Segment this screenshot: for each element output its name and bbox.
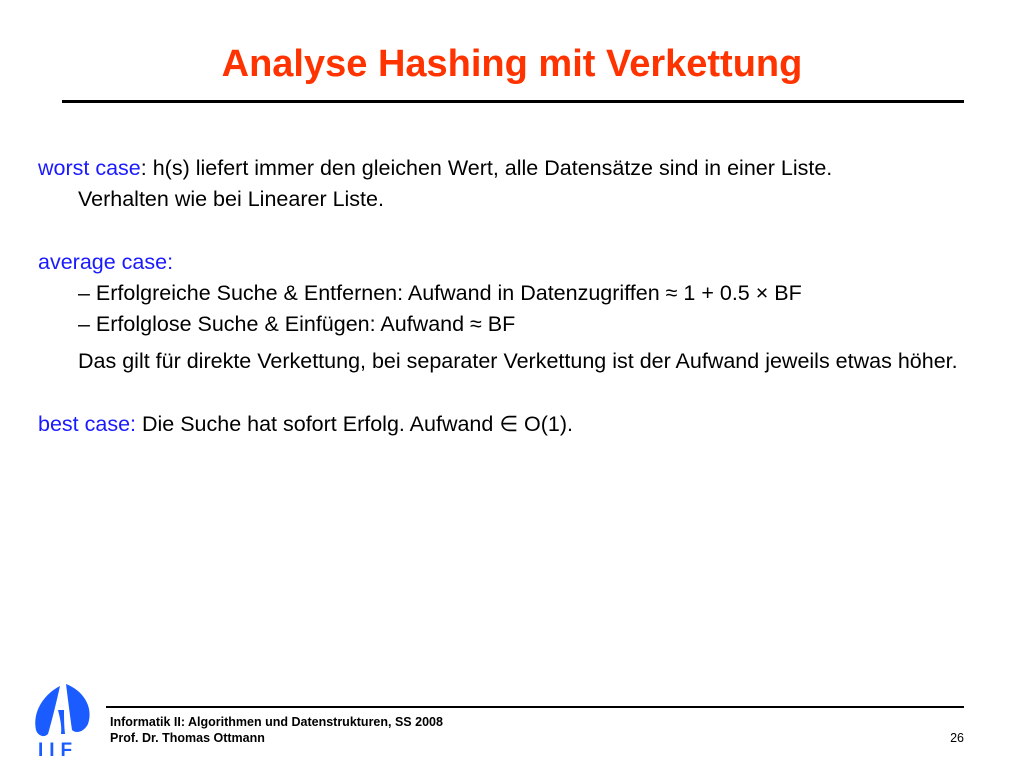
footer-course: Informatik II: Algorithmen und Datenstrukturen, SS 2008 [110,715,443,729]
iif-logo-icon [24,680,102,758]
footer-divider [106,706,964,708]
worst-case-label: worst case [38,156,141,180]
title-divider [62,100,964,103]
footer-author: Prof. Dr. Thomas Ottmann [110,731,265,745]
slide-content [38,153,998,440]
worst-case-continuation: Verhalten wie bei Linearer Liste. [78,187,384,211]
footer-text [110,714,443,746]
average-case-failure: – Erfolglose Suche & Einfügen: Aufwand ≈ BF [78,312,516,336]
best-case-block [38,409,998,440]
best-case-text: Die Suche hat sofort Erfolg. Aufwand ∈ O(1). [136,412,573,436]
logo-text: IIF [38,740,79,758]
worst-case-line [38,153,998,184]
average-case-note: Das gilt für direkte Verkettung, bei separater Verkettung ist der Aufwand jeweils etwas höher. [78,349,958,373]
average-case-success: – Erfolgreiche Suche & Entfernen: Aufwand in Datenzugriffen ≈ 1 + 0.5 × BF [78,281,802,305]
average-case-label: average case: [38,250,174,274]
best-case-label: best case: [38,412,136,436]
average-case-block [38,247,998,377]
worst-case-text: : h(s) liefert immer den gleichen Wert, alle Datensätze sind in einer Liste. [140,156,833,180]
slide-title: Analyse Hashing mit Verkettung [221,43,803,85]
worst-case-block [38,153,998,215]
page-number: 26 [950,731,964,745]
